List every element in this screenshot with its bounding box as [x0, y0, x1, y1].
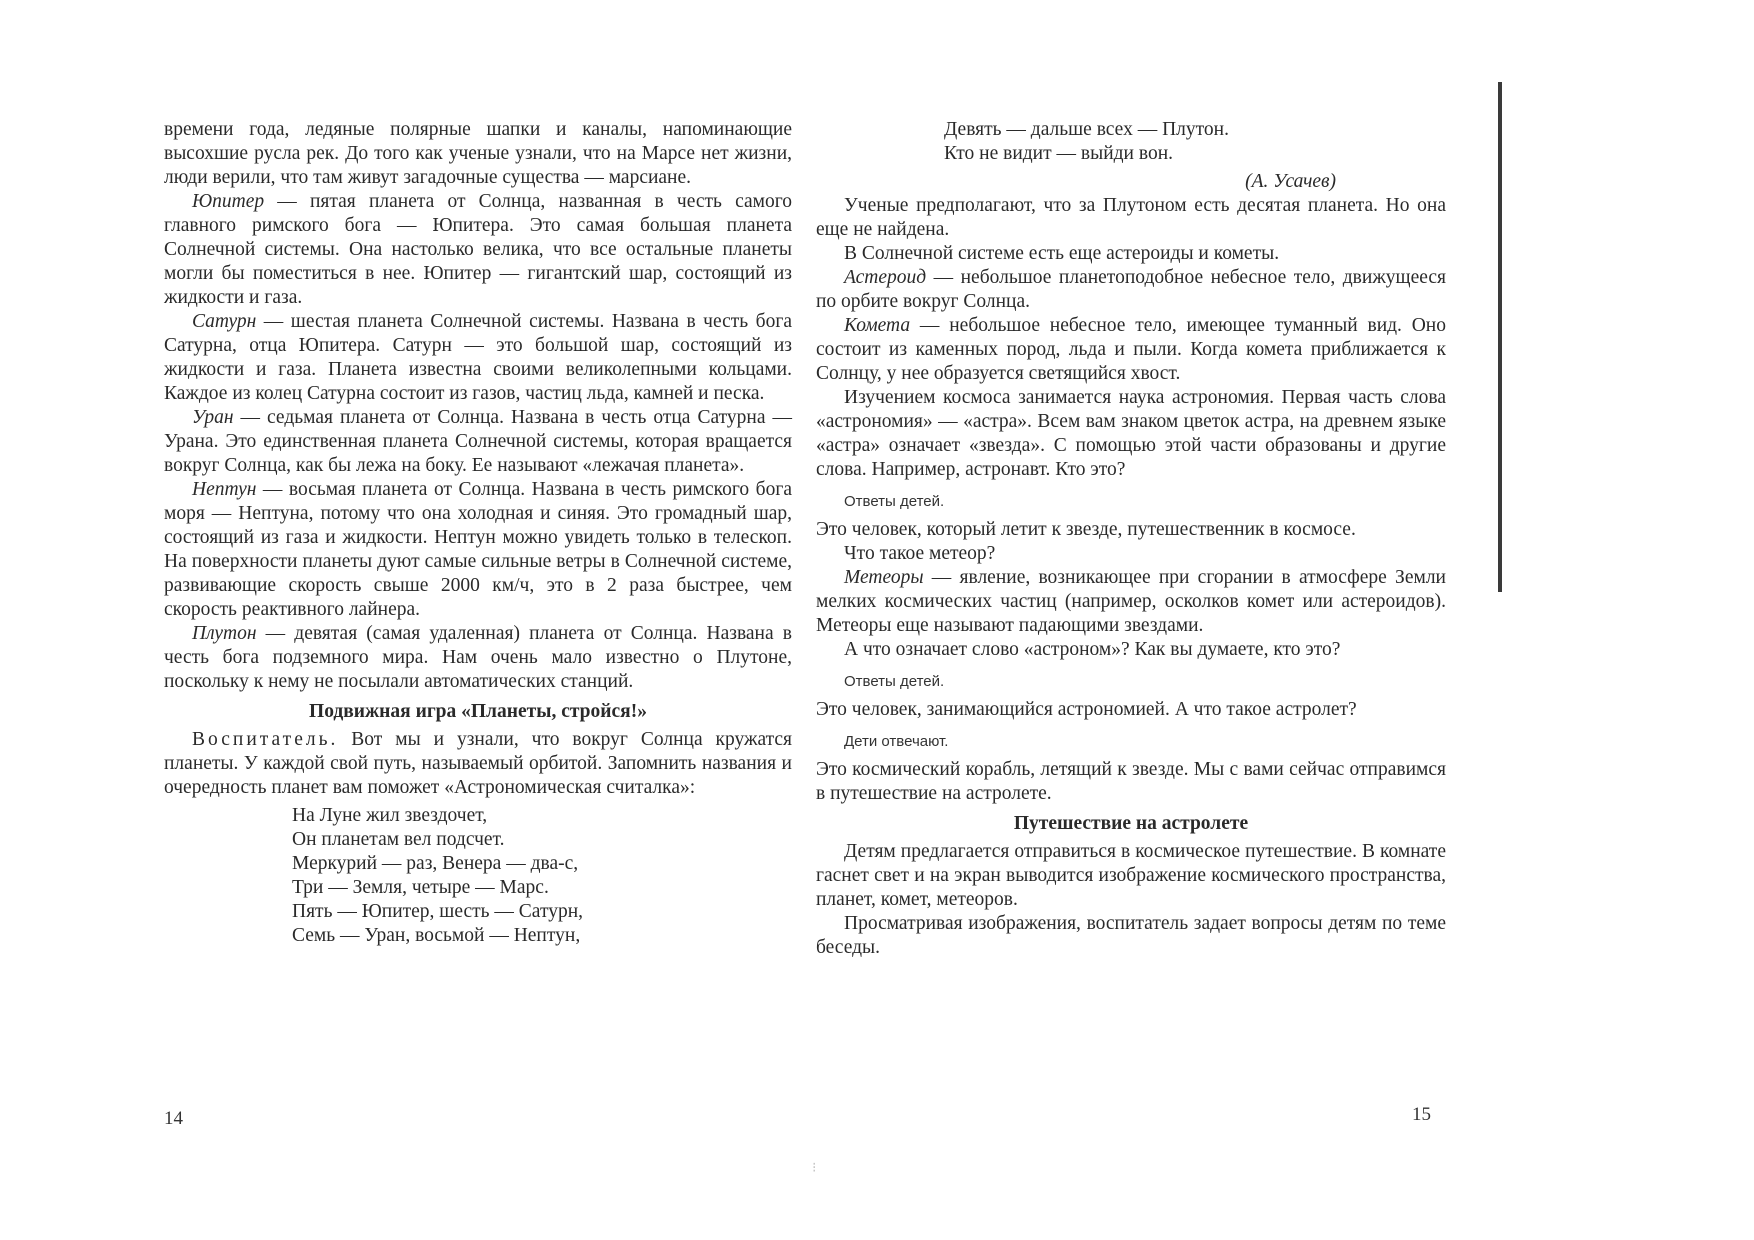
- page-number-right: 15: [1412, 1104, 1431, 1125]
- term-jupiter: Юпитер: [192, 191, 265, 212]
- verse-line: Девять — дальше всех — Плутон.: [944, 119, 1229, 140]
- page-edge-shadow: [1498, 82, 1502, 592]
- paragraph-meteors: [816, 566, 1446, 638]
- paragraph-astronaut: Это человек, который летит к звезде, путешественник в космосе.: [816, 519, 1356, 540]
- section-heading-journey: Путешествие на астролете: [1013, 813, 1249, 834]
- term-saturn: Сатурн: [192, 311, 257, 332]
- stage-note: Дети отвечают.: [844, 733, 949, 750]
- text-saturn: — шестая планета Солнечной системы. Названа в честь бога Сатурна, отца Юпитера. Сатурн — это большой шар, состоящий из жидкости и газа. Планета известна своими великолепными кольцами. Каждое из колец Сатурна состоит из газов, частиц льда, камней и песка.: [164, 311, 792, 404]
- paragraph-meteor-question: Что такое метеор?: [844, 543, 996, 564]
- author-credit: (А. Усачев): [1245, 171, 1336, 192]
- paragraph-astrolet: Это космический корабль, летящий к звезде. Мы с вами сейчас отправимся в путешествие на астролете.: [816, 759, 1446, 804]
- paragraph-asteroids-comets: В Солнечной системе есть еще астероиды и кометы.: [844, 243, 1280, 264]
- verse-line: Кто не видит — выйди вон.: [944, 143, 1174, 164]
- term-asteroid: Астероид: [844, 267, 927, 288]
- scan-smudge: ⁝: [812, 1161, 817, 1176]
- text-meteors: — явление, возникающее при сгорании в атмосфере Земли мелких космических частиц (например, осколков комет или астероидов). Метеоры еще называют падающими звездами.: [816, 567, 1446, 636]
- paragraph-mars: времени года, ледяные полярные шапки и каналы, напоминающие высохшие русла рек. До того как ученые узнали, что на Марсе нет жизни, люди верили, что там живут загадочные существа — марсиане.: [164, 119, 792, 188]
- paragraph-astronomer-question: А что означает слово «астроном»? Как вы думаете, кто это?: [844, 639, 1341, 660]
- paragraph-neptune: [164, 478, 792, 622]
- text-asteroid: — небольшое планетоподобное небесное тело, движущееся по орбите вокруг Солнца.: [816, 267, 1446, 312]
- term-pluto: Плутон: [192, 623, 257, 644]
- paragraph-uranus: [164, 406, 792, 478]
- text-uranus: — седьмая планета от Солнца. Названа в честь отца Сатурна — Урана. Это единственная планета Солнечной системы, которая вращается вокруг Солнца, как бы лежа на боку. Ее называют «лежачая планета».: [164, 407, 792, 476]
- right-page: [816, 118, 1446, 960]
- page-number-left: 14: [164, 1108, 183, 1129]
- paragraph-pluto: [164, 622, 792, 694]
- counting-rhyme: [292, 804, 792, 948]
- verse-line: Он планетам вел подсчет.: [292, 829, 505, 850]
- paragraph-teacher: [164, 728, 792, 800]
- term-neptune: Нептун: [192, 479, 257, 500]
- paragraph-tenth-planet: Ученые предполагают, что за Плутоном есть десятая планета. Но она еще не найдена.: [816, 195, 1446, 240]
- verse-line: На Луне жил звездочет,: [292, 805, 488, 826]
- term-meteors: Метеоры: [844, 567, 924, 588]
- verse-line: Пять — Юпитер, шесть — Сатурн,: [292, 901, 584, 922]
- counting-rhyme-end: [944, 118, 1446, 166]
- verse-line: Семь — Уран, восьмой — Нептун,: [292, 925, 581, 946]
- text-teacher: Вот мы и узнали, что вокруг Солнца кружатся планеты. У каждой свой путь, называемый орбитой. Запомнить названия и очередность планет вам поможет «Астрономическая считалка»:: [164, 729, 792, 798]
- text-jupiter: — пятая планета от Солнца, названная в честь самого главного римского бога — Юпитера. Это самая большая планета Солнечной системы. Она настолько велика, что все остальные планеты могли бы поместиться в нее. Юпитер — гигантский шар, состоящий из жидкости и газа.: [164, 191, 792, 308]
- stage-note: Ответы детей.: [844, 493, 945, 510]
- paragraph-astronomer: Это человек, занимающийся астрономией. А что такое астролет?: [816, 699, 1357, 720]
- speaker-label: Воспитатель.: [192, 729, 339, 750]
- paragraph-journey: Детям предлагается отправиться в космическое путешествие. В комнате гаснет свет и на экран выводится изображение космического пространства, планет, комет, метеоров.: [816, 841, 1446, 910]
- paragraph-comet: [816, 314, 1446, 386]
- stage-note: Ответы детей.: [844, 673, 945, 690]
- text-comet: — небольшое небесное тело, имеющее туманный вид. Оно состоит из каменных пород, льда и пыли. Когда комета приближается к Солнцу, у нее образуется светящийся хвост.: [816, 315, 1446, 384]
- paragraph-questions: Просматривая изображения, воспитатель задает вопросы детям по теме беседы.: [816, 913, 1446, 958]
- term-comet: Комета: [844, 315, 911, 336]
- verse-line: Меркурий — раз, Венера — два-с,: [292, 853, 579, 874]
- text-pluto: — девятая (самая удаленная) планета от Солнца. Названа в честь бога подземного мира. Нам очень мало известно о Плутоне, поскольку к нему не посылали автоматических станций.: [164, 623, 792, 692]
- term-uranus: Уран: [192, 407, 234, 428]
- paragraph-jupiter: [164, 190, 792, 310]
- verse-line: Три — Земля, четыре — Марс.: [292, 877, 549, 898]
- paragraph-saturn: [164, 310, 792, 406]
- text-neptune: — восьмая планета от Солнца. Названа в честь римского бога моря — Нептуна, потому что она холодная и синяя. Это громадный шар, состоящий из газа и жидкости. Нептун можно увидеть только в телескоп. На поверхности планеты дуют самые сильные ветры в Солнечной системе, развивающие скорость свыше 2000 км/ч, это в 2 раза быстрее, чем скорость реактивного лайнера.: [164, 479, 792, 620]
- section-heading-game: Подвижная игра «Планеты, стройся!»: [309, 701, 647, 722]
- paragraph-astronomy: Изучением космоса занимается наука астрономия. Первая часть слова «астрономия» — «астра». Всем вам знаком цветок астра, на древнем языке «астра» означает «звезда». С помощью этой части образованы и другие слова. Например, астронавт. Кто это?: [816, 387, 1446, 480]
- paragraph-asteroid: [816, 266, 1446, 314]
- left-page: [164, 118, 792, 948]
